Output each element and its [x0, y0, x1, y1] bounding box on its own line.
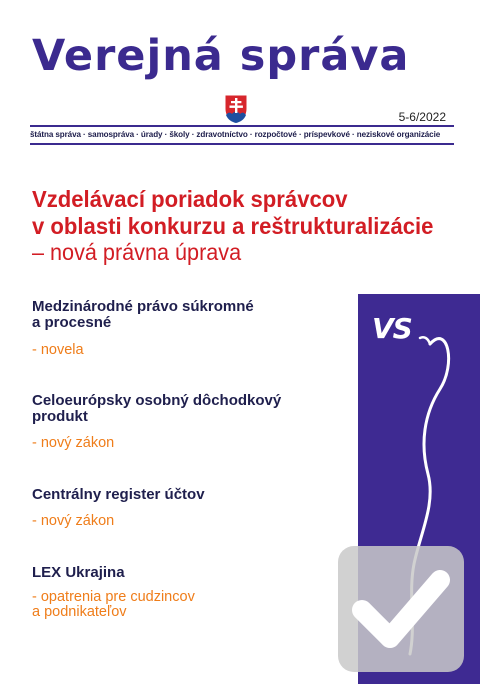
- divider-top: [30, 125, 454, 127]
- headline-line-2: v oblasti konkurzu a reštrukturalizácie: [32, 213, 434, 239]
- topic-2-title-line-2: produkt: [32, 408, 88, 425]
- issue-number: 5-6/2022: [398, 110, 446, 124]
- topic-4-title: LEX Ukrajina: [32, 564, 125, 581]
- publisher-check-mark-icon: [336, 544, 466, 674]
- topic-2-title-line-1: Celoeurópsky osobný dôchodkový: [32, 392, 282, 409]
- slovak-coat-of-arms-icon: [224, 94, 248, 124]
- topic-2-subtitle: - nový zákon: [32, 435, 115, 451]
- panel-logo: VS: [372, 312, 412, 345]
- topic-3-title: Centrálny register účtov: [32, 486, 205, 503]
- topic-1-title-line-2: a procesné: [32, 314, 112, 331]
- magazine-title: Verejná správa: [32, 31, 410, 81]
- tagline: štátna správa · samospráva · úrady · školy · zdravotníctvo · rozpočtové · príspevkové · neziskové organizácie: [30, 130, 441, 139]
- headline-subline: – nová právna úprava: [32, 239, 242, 265]
- topic-1-subtitle: - novela: [32, 342, 84, 358]
- main-headline: [32, 186, 436, 240]
- headline-line-1: Vzdelávací poriadok správcov: [32, 186, 348, 212]
- topic-4-subtitle-line-2: a podnikateľov: [32, 604, 127, 620]
- topic-4-subtitle-line-1: - opatrenia pre cudzincov: [32, 589, 195, 605]
- topic-3-subtitle: - nový zákon: [32, 513, 115, 529]
- topic-1-title-line-1: Medzinárodné právo súkromné: [32, 298, 254, 315]
- divider-bottom: [30, 143, 454, 145]
